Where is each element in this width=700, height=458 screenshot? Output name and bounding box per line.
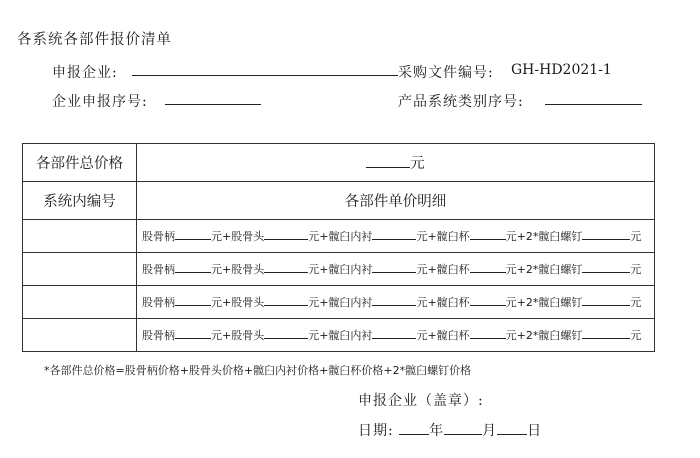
applicant-label: 申报企业: [52,65,118,81]
system-number-cell[interactable] [23,220,137,253]
price-detail-cell[interactable]: 股骨柄 元+股骨头 元+髋臼内衬 元+髋臼杯 元+2*髋臼螺钉 元 [137,253,655,286]
applicant-field[interactable] [132,61,398,80]
total-price-label: 各部件总价格 [23,144,137,182]
table-row [23,253,655,286]
signature-date[interactable]: 日期: 年 月 日 [358,423,543,439]
total-price-cell[interactable]: 元 [137,144,655,182]
procurement-label: 采购文件编号: [398,65,494,81]
price-detail-cell[interactable]: 股骨柄 元+股骨头 元+髋臼内衬 元+髋臼杯 元+2*髋臼螺钉 元 [137,319,655,352]
signature-company-label: 申报企业（盖章）: [358,393,484,409]
company-seq-label: 企业申报序号: [52,94,148,110]
product-seq-label: 产品系统类别序号: [398,94,524,110]
system-number-cell[interactable] [23,286,137,319]
price-detail-cell[interactable]: 股骨柄 元+股骨头 元+髋臼内衬 元+髋臼杯 元+2*髋臼螺钉 元 [137,220,655,253]
system-number-cell[interactable] [23,253,137,286]
price-table [22,143,655,352]
table-row [23,286,655,319]
company-seq-field[interactable] [165,90,261,109]
procurement-value: GH-HD2021-1 [511,62,612,78]
product-seq-field[interactable] [545,90,642,109]
table-row [23,220,655,253]
table-row [23,319,655,352]
system-number-cell[interactable] [23,319,137,352]
page-title: 各系统各部件报价清单 [17,32,172,48]
system-number-label: 系统内编号 [23,182,137,220]
price-detail-cell[interactable]: 股骨柄 元+股骨头 元+髋臼内衬 元+髋臼杯 元+2*髋臼螺钉 元 [137,286,655,319]
formula-note: *各部件总价格=股骨柄价格+股骨头价格+髋臼内衬价格+髋臼杯价格+2*髋臼螺钉价格 [44,364,472,377]
detail-header: 各部件单价明细 [137,182,655,220]
